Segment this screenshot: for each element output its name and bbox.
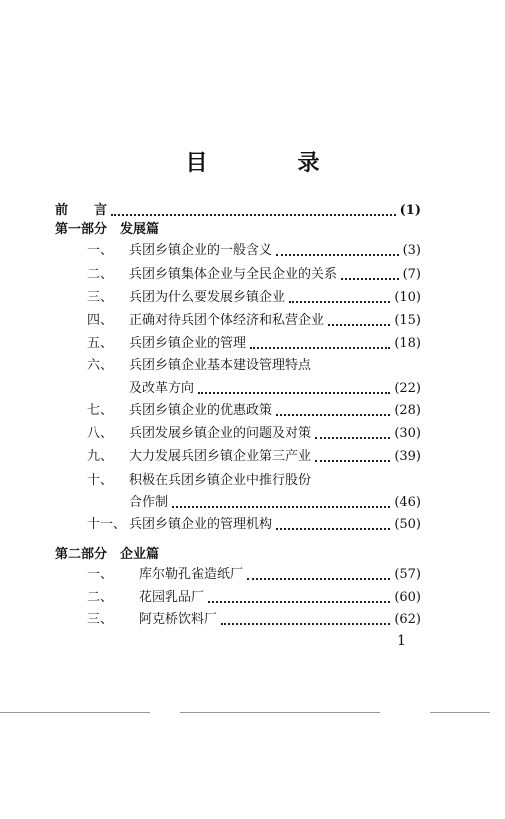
leader-dots <box>276 254 399 256</box>
leader-dots <box>289 301 390 303</box>
toc-entry[interactable] <box>87 420 421 442</box>
leader-dots <box>221 623 390 625</box>
toc-entry[interactable] <box>87 307 421 329</box>
toc-entry-preface[interactable] <box>55 197 421 219</box>
entry-number: 二、 <box>87 590 114 605</box>
leader-dots <box>276 528 390 530</box>
entry-number: 二、 <box>87 267 114 282</box>
leader-dots <box>208 601 390 603</box>
leader-dots <box>328 324 390 326</box>
entry-label: 兵团乡镇企业的管理机构 <box>129 517 273 532</box>
toc-entry[interactable] <box>87 397 421 419</box>
entry-label: 阿克桥饮料厂 <box>139 612 218 627</box>
page-title: 目 录 <box>185 150 354 176</box>
entry-page: (3) <box>402 243 421 258</box>
leader-dots <box>250 347 390 349</box>
toc-entry[interactable] <box>87 443 421 465</box>
entry-label: 兵团乡镇企业基本建设管理特点 <box>129 358 312 373</box>
toc-entry[interactable] <box>87 561 421 583</box>
entry-page: (10) <box>394 290 421 305</box>
entry-label: 花园乳品厂 <box>139 590 205 605</box>
leader-dots <box>172 506 390 508</box>
entry-page: (46) <box>394 495 421 510</box>
entry-label: 兵团为什么要发展乡镇企业 <box>129 290 286 305</box>
entry-number: 三、 <box>87 612 114 627</box>
entry-page: (50) <box>394 517 421 532</box>
part-heading: 第一部分 发展篇 <box>55 222 160 237</box>
entry-page: (7) <box>402 267 421 282</box>
leader-dots <box>198 392 390 394</box>
entry-label: 库尔勒孔雀造纸厂 <box>139 567 244 582</box>
entry-label: 兵团乡镇企业的一般含义 <box>129 243 273 258</box>
entry-label: 正确对待兵团个体经济和私营企业 <box>129 313 325 328</box>
entry-label: 兵团乡镇企业的优惠政策 <box>129 403 273 418</box>
page-number: 1 <box>397 633 406 649</box>
entry-number: 八、 <box>87 426 114 441</box>
entry-page: (39) <box>394 449 421 464</box>
entry-label: 兵团乡镇集体企业与全民企业的关系 <box>129 267 338 282</box>
entry-page: (60) <box>394 590 421 605</box>
entry-number: 一、 <box>87 243 114 258</box>
entry-page: (22) <box>394 381 421 396</box>
toc-entry[interactable] <box>87 467 421 489</box>
scan-edge-line <box>180 712 380 713</box>
entry-page: (62) <box>394 612 421 627</box>
leader-dots <box>341 278 399 280</box>
leader-dots <box>276 414 390 416</box>
entry-number: 四、 <box>87 313 114 328</box>
toc-entry[interactable] <box>87 237 421 259</box>
entry-label: 积极在兵团乡镇企业中推行股份 <box>129 473 312 488</box>
leader-dots <box>247 578 390 580</box>
entry-number: 十、 <box>87 473 114 488</box>
entry-label-continued: 及改革方向 <box>129 381 195 396</box>
entry-page: (28) <box>394 403 421 418</box>
entry-number: 六、 <box>87 358 114 373</box>
entry-page: (30) <box>394 426 421 441</box>
entry-number: 一、 <box>87 567 114 582</box>
entry-page: (57) <box>394 567 421 582</box>
toc-entry-continuation[interactable] <box>129 375 421 397</box>
scan-edge-line <box>0 712 150 713</box>
entry-page: (1) <box>399 203 421 218</box>
scan-edge-line <box>430 712 490 713</box>
toc-entry-continuation[interactable] <box>129 489 421 511</box>
toc-entry[interactable] <box>87 352 421 374</box>
entry-number: 三、 <box>87 290 114 305</box>
leader-dots <box>315 437 390 439</box>
entry-number: 十一、 <box>87 517 127 532</box>
part-heading: 第二部分 企业篇 <box>55 547 160 562</box>
entry-page: (18) <box>394 336 421 351</box>
entry-page: (15) <box>394 313 421 328</box>
entry-number: 五、 <box>87 336 114 351</box>
leader-dots <box>315 460 390 462</box>
entry-label: 大力发展兵团乡镇企业第三产业 <box>129 449 312 464</box>
entry-number: 九、 <box>87 449 114 464</box>
toc-entry[interactable] <box>87 284 421 306</box>
toc-entry[interactable] <box>87 330 421 352</box>
toc-entry[interactable] <box>87 606 421 628</box>
toc-entry[interactable] <box>87 261 421 283</box>
entry-label: 兵团发展乡镇企业的问题及对策 <box>129 426 312 441</box>
entry-label: 前 言 <box>55 203 108 218</box>
entry-number: 七、 <box>87 403 114 418</box>
entry-label: 兵团乡镇企业的管理 <box>129 336 247 351</box>
toc-entry[interactable] <box>87 584 421 606</box>
toc-entry[interactable] <box>87 511 421 533</box>
entry-label-continued: 合作制 <box>129 495 169 510</box>
leader-dots <box>111 214 396 216</box>
